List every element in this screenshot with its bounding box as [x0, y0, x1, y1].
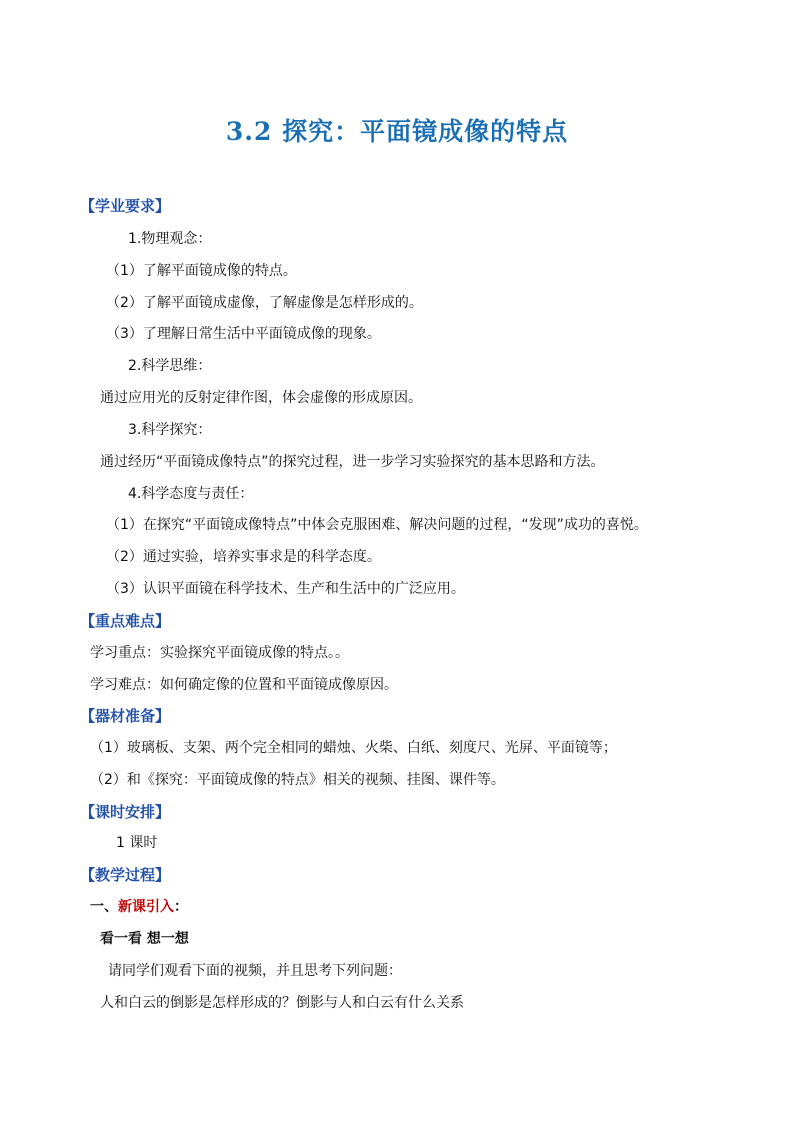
requirement-line: （2）通过实验，培养实事求是的科学态度。	[106, 549, 381, 565]
requirement-line: 通过应用光的反射定律作图，体会虚像的形成原因。	[100, 390, 422, 406]
process-line: 人和白云的倒影是怎样形成的？倒影与人和白云有什么关系	[100, 995, 464, 1011]
material-line: （2）和《探究：平面镜成像的特点》相关的视频、挂图、课件等。	[90, 772, 505, 788]
requirement-line: （1）了解平面镜成像的特点。	[106, 263, 297, 279]
requirement-line: 1.物理观念：	[128, 231, 212, 247]
section-heading-schedule: 【课时安排】	[80, 803, 171, 821]
page-title: 3.2 探究：平面镜成像的特点	[225, 117, 569, 146]
requirement-line: （3）认识平面镜在科学技术、生产和生活中的广泛应用。	[106, 581, 465, 597]
requirement-line: （2）了解平面镜成虚像，了解虚像是怎样形成的。	[106, 295, 423, 311]
requirement-line: 3.科学探究：	[128, 422, 212, 438]
requirement-line: （3）了理解日常生活中平面镜成像的现象。	[106, 326, 381, 342]
requirement-line: （1）在探究“平面镜成像特点”中体会克服困难、解决问题的过程，“发现”成功的喜悦。	[106, 517, 648, 533]
intro-subheading	[90, 897, 188, 917]
keypoint-line: 学习难点：如何确定像的位置和平面镜成像原因。	[90, 677, 398, 693]
keypoint-line: 学习重点：实验探究平面镜成像的特点。。	[90, 645, 349, 661]
material-line: （1）玻璃板、支架、两个完全相同的蜡烛、火柴、白纸、刻度尺、光屏、平面镜等；	[90, 740, 617, 756]
section-heading-keypoints: 【重点难点】	[80, 612, 171, 630]
requirement-line: 通过经历“平面镜成像特点”的探究过程，进一步学习实验探究的基本思路和方法。	[100, 454, 605, 470]
intro-prefix: 一、	[90, 899, 118, 915]
intro-suffix: ：	[174, 899, 188, 915]
requirement-line: 4.科学态度与责任：	[128, 486, 254, 502]
section-heading-materials: 【器材准备】	[80, 707, 171, 725]
section-heading-requirements: 【学业要求】	[80, 197, 171, 215]
section-heading-process: 【教学过程】	[80, 866, 171, 884]
requirement-line: 2.科学思维：	[128, 358, 212, 374]
look-think-label: 看一看 想一想	[100, 931, 189, 947]
intro-highlight: 新课引入	[118, 899, 174, 915]
process-line: 请同学们观看下面的视频，并且思考下列问题：	[108, 963, 402, 979]
schedule-line: 1 课时	[116, 835, 158, 851]
